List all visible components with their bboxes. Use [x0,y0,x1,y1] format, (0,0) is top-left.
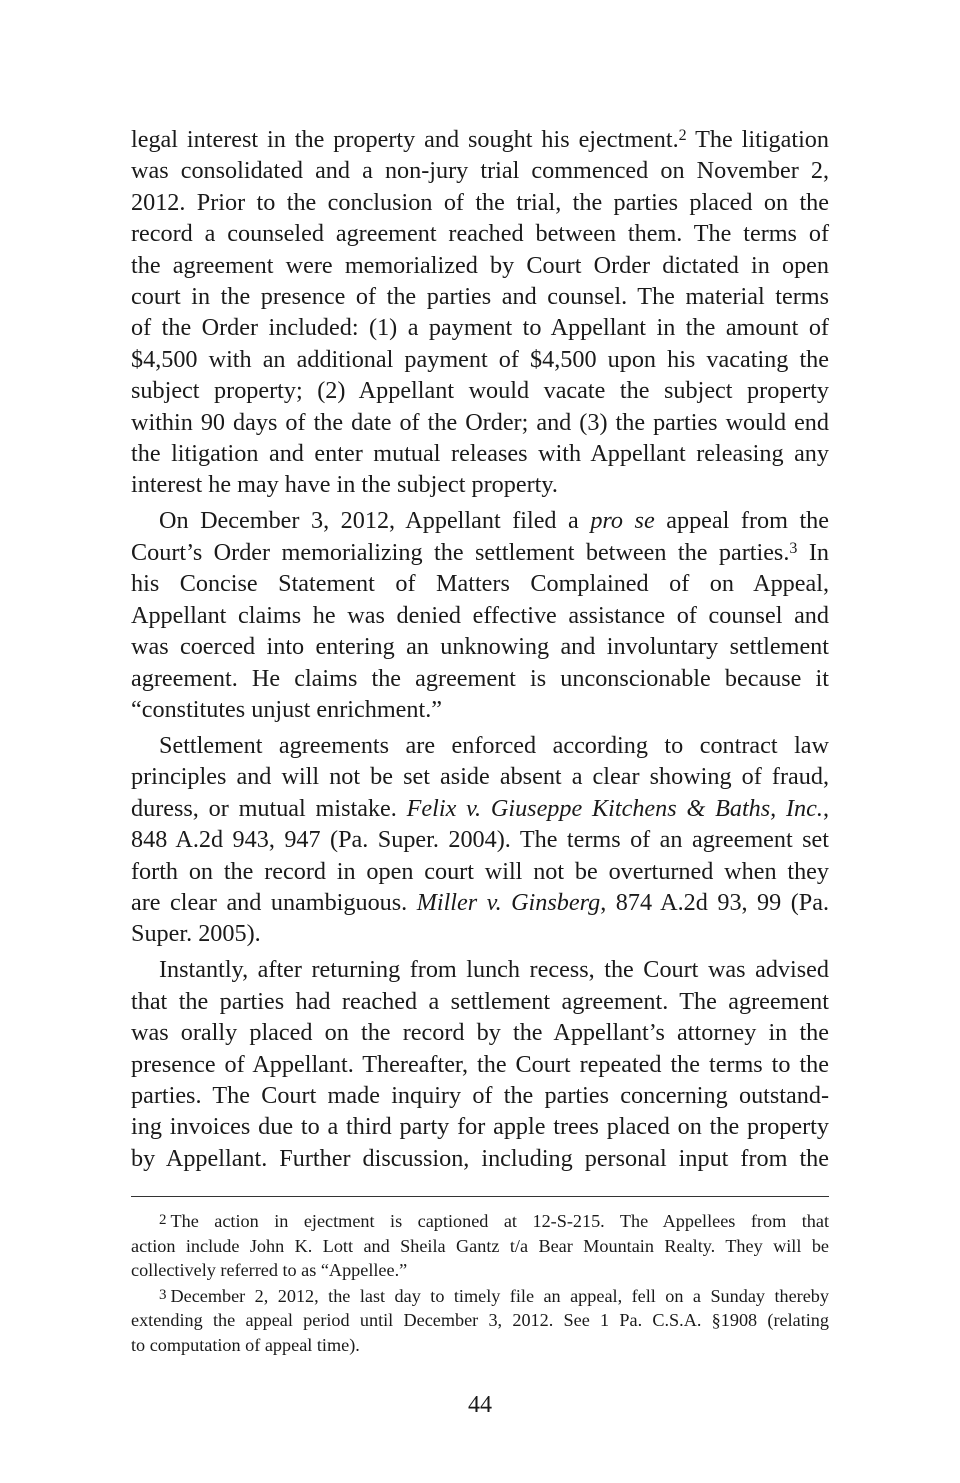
text-line: ing invoices due to a third party for apple trees placed on the property [131,1113,829,1141]
footnote-2 [131,1208,829,1283]
paragraph [131,124,829,501]
text-line: $4,500 with an additional payment of $4,500 upon his vacating the [131,345,829,373]
text-line: was consolidated and a non-jury trial commenced on November 2, [131,157,829,185]
text-line: by Appellant. Further discussion, including personal input from the [131,1144,829,1172]
text-line: 3 December 2, 2012, the last day to timely file an appeal, fell on a Sunday thereby [159,1285,829,1306]
paragraph [131,505,829,725]
text-line: forth on the record in open court will not be overturned when they [131,857,829,885]
text-line: collectively referred to as “Appellee.” [131,1260,408,1281]
text-line: action include John K. Lott and Sheila Gantz t/a Bear Mountain Realty. They will be [131,1235,829,1256]
page-number: 44 [468,1392,492,1418]
text-line: record a counseled agreement reached between them. The terms of [131,220,829,248]
text-line: presence of Appellant. Thereafter, the Court repeated the terms to the [131,1050,829,1078]
text-line: Super. 2005). [131,920,261,948]
body-text [131,124,829,1174]
footnote-ref[interactable]: 3 [789,539,798,557]
footnote-3 [131,1283,829,1358]
text-line: to computation of appeal time). [131,1334,360,1355]
text-line: legal interest in the property and sought his ejectment.$^2$ The litigation [131,126,829,153]
text-line: within 90 days of the date of the Order; and (3) the parties would end [131,408,829,436]
text-line: court in the presence of the parties and counsel. The material terms [131,283,829,311]
text-line: was coerced into entering an unknowing and involuntary settlement [131,633,829,661]
text-line: duress, or mutual mistake. Felix v. Giuseppe Kitchens & Baths, Inc., [131,794,829,822]
text-line: the litigation and enter mutual releases with Appellant releasing any [131,440,829,468]
text-line: Settlement agreements are enforced according to contract law [159,731,829,759]
footnote-divider [131,1196,829,1197]
text-line: the agreement were memorialized by Court Order dictated in open [131,251,829,279]
text-line: parties. The Court made inquiry of the parties concerning outstand- [131,1081,829,1109]
text-line: Appellant claims he was denied effective assistance of counsel and [131,601,829,629]
text-line: of the Order included: (1) a payment to Appellant in the amount of [131,314,829,342]
text-line: his Concise Statement of Matters Complained of on Appeal, [131,570,829,598]
text-line: “constitutes unjust enrichment.” [131,695,443,723]
text-line: 2 The action in ejectment is captioned at 12-S-215. The Appellees from that [159,1211,829,1231]
text-line: Court’s Order memorializing the settlement between the parties.$^3$ In [131,538,829,566]
text-line: Instantly, after returning from lunch recess, the Court was advised [159,956,829,984]
footnote-number: 2 [159,1212,167,1228]
text-line: 2012. Prior to the conclusion of the trial, the parties placed on the [131,188,829,216]
case-citation: Felix v. Giuseppe Kitchens & Baths, Inc. [406,794,823,822]
text-line: interest he may have in the subject property. [131,471,558,499]
text-line: principles and will not be set aside absent a clear showing of fraud, [131,763,829,791]
footnotes [131,1208,829,1358]
text-line: are clear and unambiguous. Miller v. Ginsberg, 874 A.2d 93, 99 (Pa. [131,888,829,916]
case-citation: Miller v. Ginsberg [416,888,601,916]
footnote-number: 3 [159,1286,167,1303]
text-line: that the parties had reached a settlement agreement. The agreement [131,987,829,1015]
text-line: 848 A.2d 943, 947 (Pa. Super. 2004). The terms of an agreement set [131,826,829,854]
text-line: extending the appeal period until December 3, 2012. See 1 Pa. C.S.A. §1908 (relating [131,1310,829,1331]
paragraph [131,730,829,950]
paragraph [131,954,829,1174]
text-line: agreement. He claims the agreement is unconscionable because it [131,664,829,692]
text-line: subject property; (2) Appellant would vacate the subject property [131,377,829,405]
footnote-ref[interactable]: 2 [678,127,687,144]
text-line: On December 3, 2012, Appellant filed a pro se appeal from the [159,507,829,535]
text-line: was orally placed on the record by the Appellant’s attorney in the [131,1019,829,1047]
